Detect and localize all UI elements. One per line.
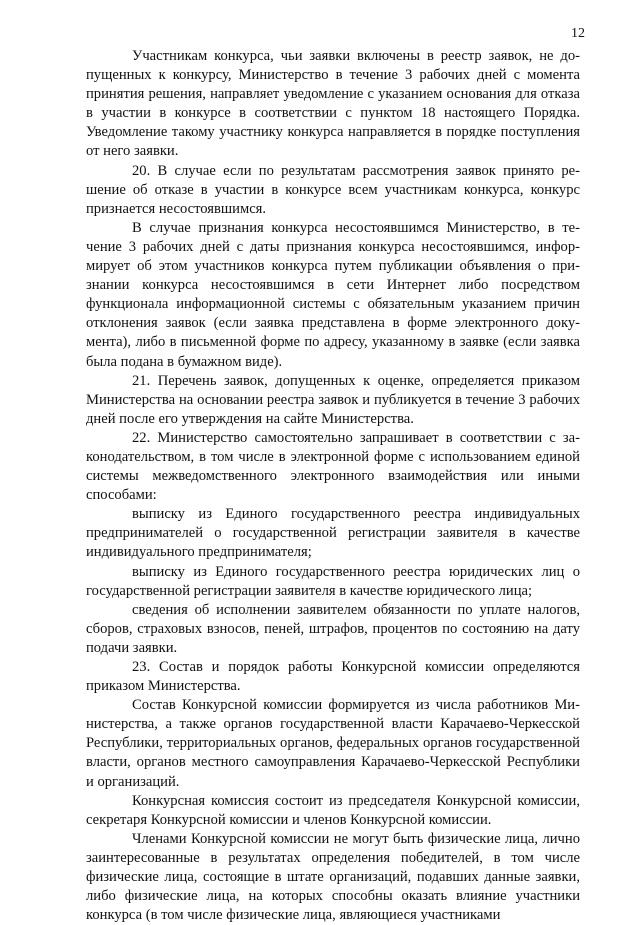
- paragraph-member-restrictions: Членами Конкурсной комиссии не могут быть физические лица, лично заинтересованные в результатах определения победителей, в том числе физические лица, состоящие в штате организаций, подавших данные заявки, либо физические лица, на которых способны оказать влияние участники конкурса (в том числе физические лица, являющиеся участниками: [86, 830, 580, 924]
- paragraph-failed-contest: В случае признания конкурса несостоявшимся Министерство, в течение 3 рабочих дней с даты признания конкурса несостоявшимся, информирует об этом участников конкурса путем публикации объявления о признании конкурса несостоявшимся в сети Интернет либо посредством функционала информационной системы с обязательным указанием причин отклонения заявок (если заявка представлена в форме электронного документа), либо в письменной форме по адресу, указанному в заявке (если заявка была подана в бумажном виде).: [86, 219, 580, 370]
- list-item-tax-obligations: сведения об исполнении заявителем обязанности по уплате налогов, сборов, страховых взносов, пеней, штрафов, процентов по состоянию на дату подачи заявки.: [86, 601, 580, 656]
- paragraph-commission-members: Конкурсная комиссия состоит из председателя Конкурсной комиссии, секретаря Конкурсной комиссии и членов Конкурсной комиссии.: [86, 792, 580, 828]
- paragraph-notification: Участникам конкурса, чьи заявки включены в реестр заявок, не допущенных к конкурсу, Министерство в течение 3 рабочих дней с момента принятия решения, направляет уведомление с указанием основания для отказа в участии в конкурсе в соответствии с пунктом 18 настоящего Порядка. Уведомление такому участнику конкурса направляется в порядке поступления от него заявки.: [86, 48, 580, 160]
- paragraph-commission-composition: Состав Конкурсной комиссии формируется из числа работников Министерства, а также органов государственной власти Карачаево-Черкесской Республики, территориальных органов, федеральных органов государственной власти, органов местного самоуправления Карачаево-Черкесской Республики и организаций.: [86, 697, 580, 790]
- paragraph-23: 23. Состав и порядок работы Конкурсной комиссии определяются приказом Министерства.: [86, 659, 580, 695]
- list-item-legal-entities-registry: выписку из Единого государственного реестра юридических лиц о государственной регистрации заявителя в качестве юридического лица;: [86, 563, 580, 599]
- paragraph-22: 22. Министерство самостоятельно запрашивает в соответствии с законодательством, в том числе в электронной форме с использованием единой системы межведомственного электронного взаимодействия или иными способами:: [86, 429, 580, 504]
- paragraph-21: 21. Перечень заявок, допущенных к оценке, определяется приказом Министерства на основании реестра заявок и публикуется в течение 3 рабочих дней после его утверждения на сайте Министерства.: [86, 372, 580, 427]
- document-body: [86, 47, 580, 925]
- list-item-entrepreneurs-registry: выписку из Единого государственного реестра индивидуальных предпринимателей о государственной регистрации заявителя в качестве индивидуального предпринимателя;: [86, 506, 580, 561]
- page-number: 12: [571, 26, 585, 41]
- paragraph-20: 20. В случае если по результатам рассмотрения заявок принято решение об отказе в участии в конкурсе всем участникам конкурса, конкурс признается несостоявшимся.: [86, 162, 580, 217]
